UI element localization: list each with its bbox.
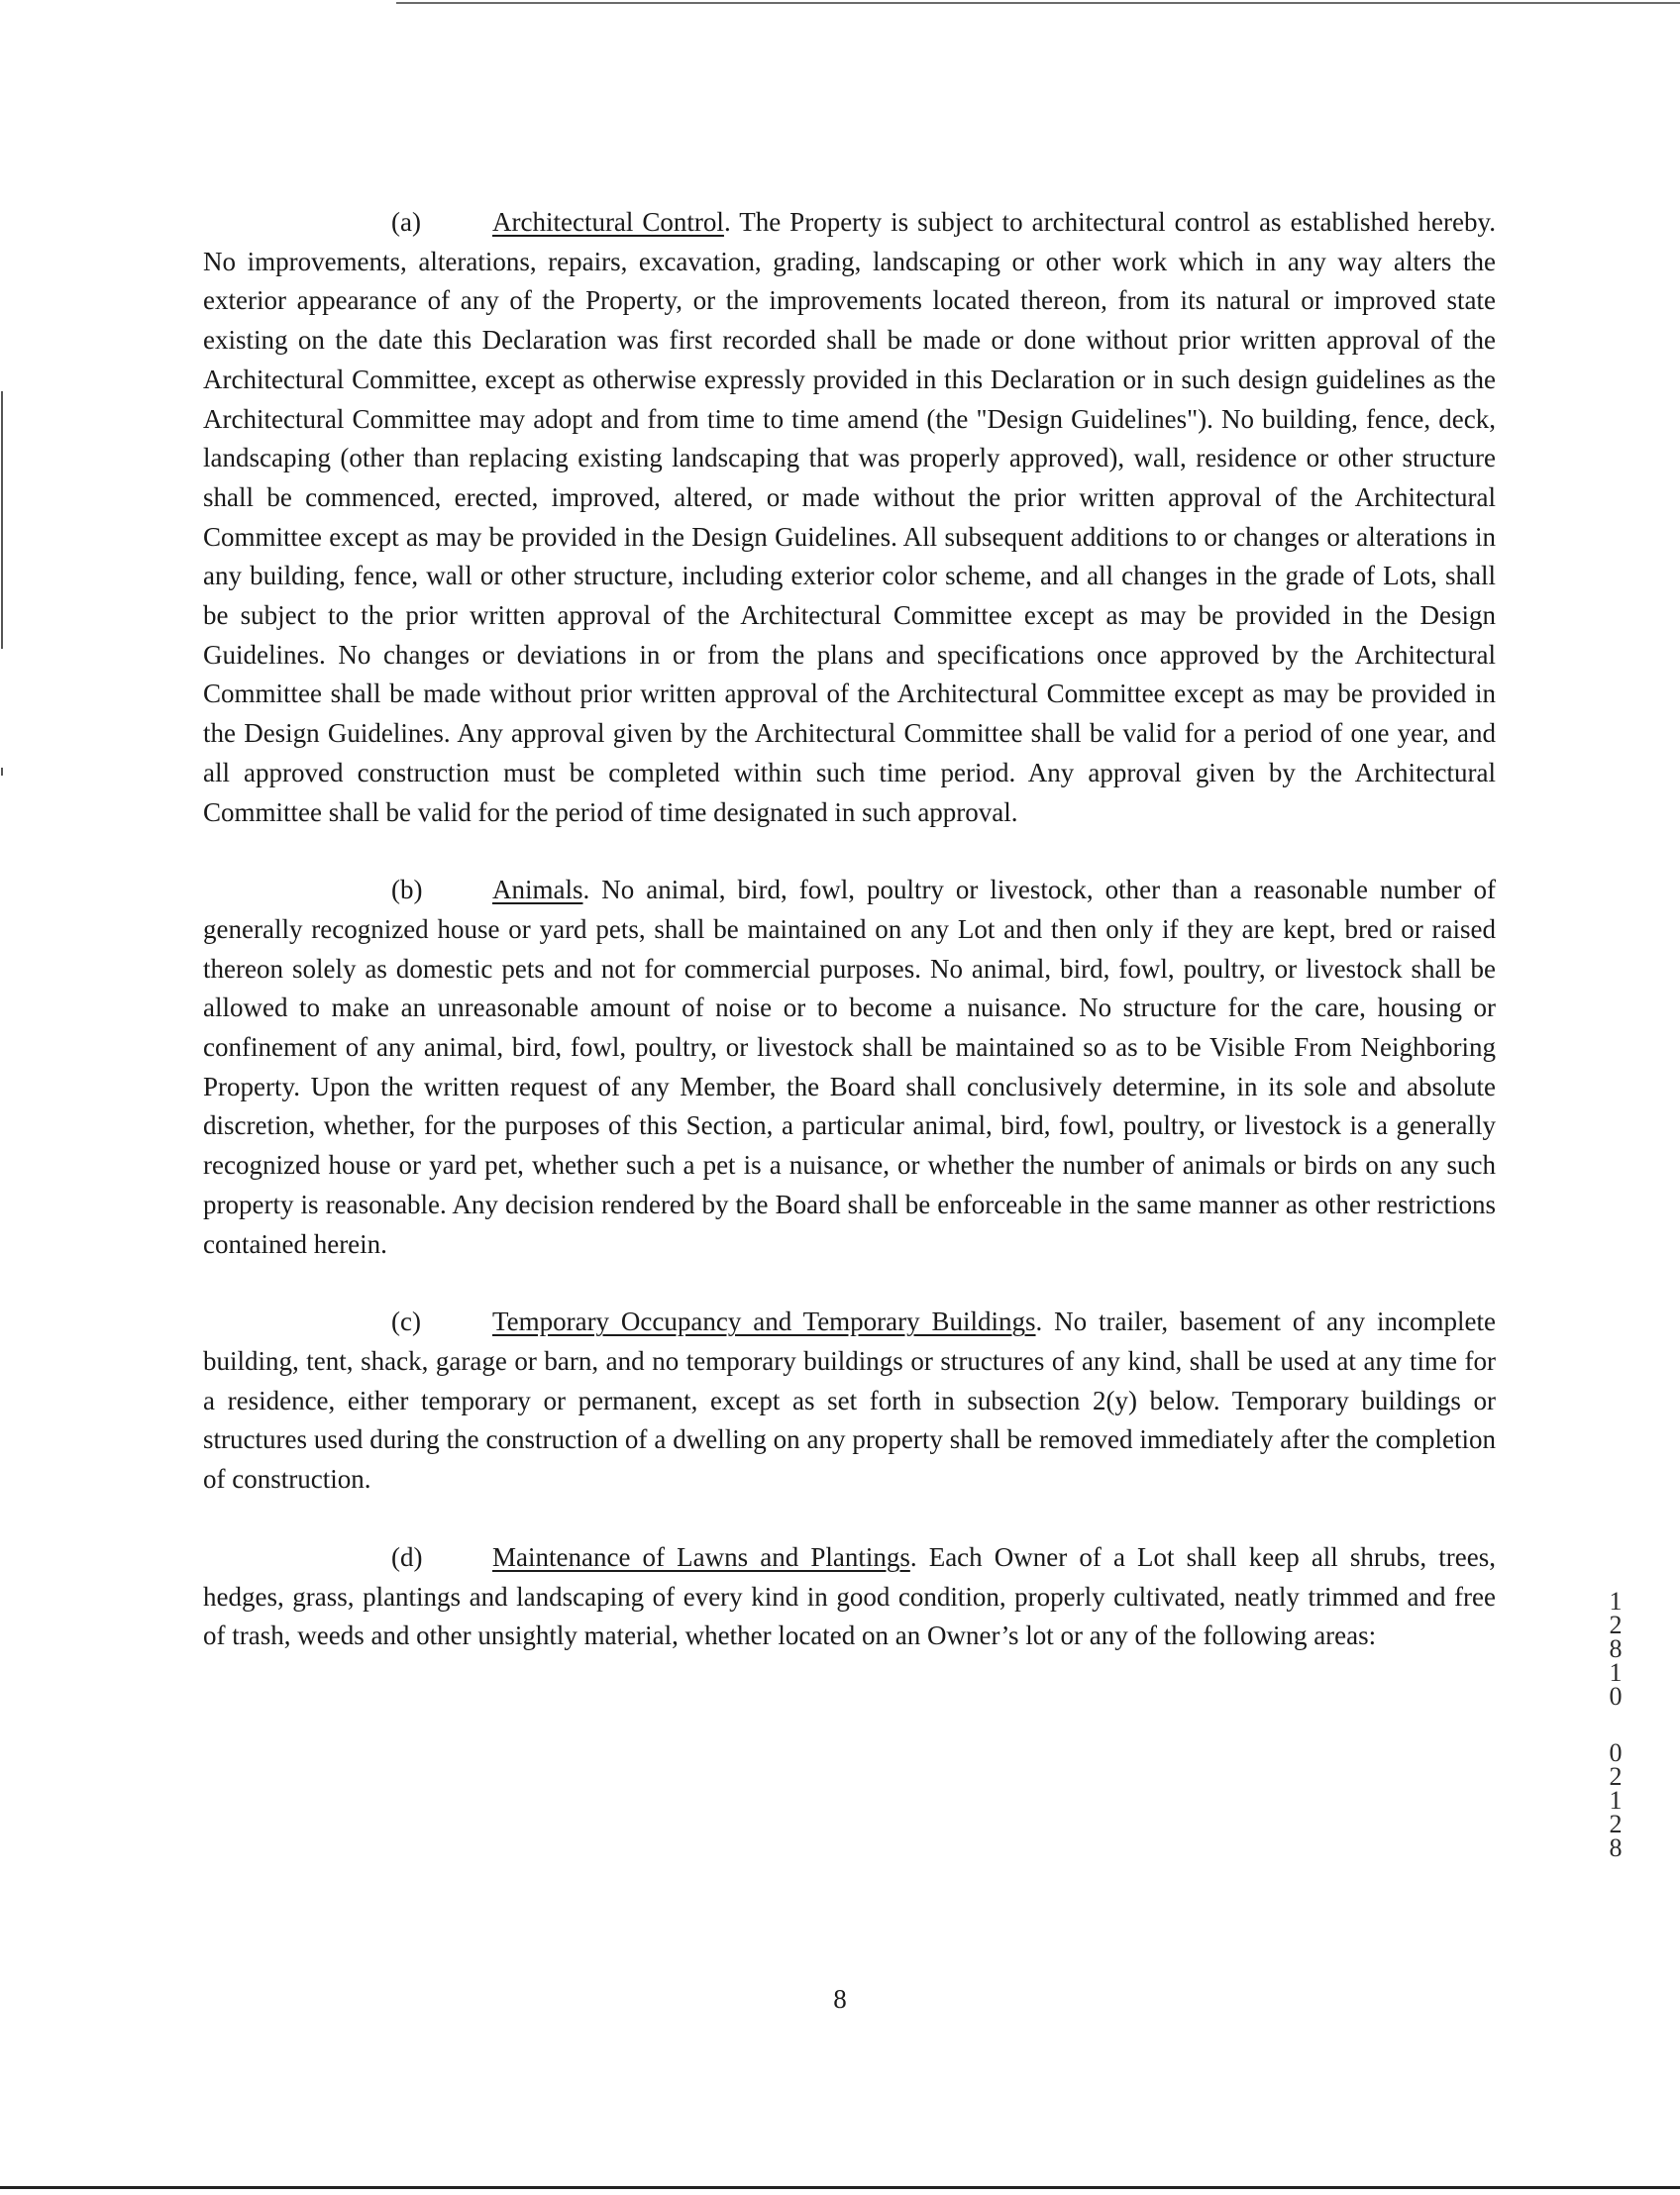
paragraph-body: . No trailer, basement of any incomplete building, tent, shack, garage or barn, and no temporary buildings or structures of any kind, shall be used at any time for a residence, either temporary or permanent, except as set forth in subsection 2(y) below. Temporary buildings or structures used during the construction of a dwelling on any property shall be removed immediately after the completion of construction. [203, 1307, 1496, 1495]
stamp-digit: 2 [1609, 1611, 1623, 1639]
stamp-digit: 1 [1609, 1587, 1623, 1616]
stamp-digit: 8 [1609, 1634, 1623, 1663]
paragraph-number: (b) [391, 875, 423, 905]
stamp-digit: 1 [1609, 1658, 1623, 1687]
paragraph-a [203, 203, 1496, 832]
left-scan-edge-lower [1, 768, 3, 776]
stamp-digit: 0 [1609, 1738, 1623, 1767]
paragraph-number: (a) [391, 207, 421, 237]
paragraph-heading: Animals [492, 875, 583, 905]
paragraph-number: (c) [391, 1307, 421, 1337]
left-scan-edge [1, 391, 3, 649]
stamp-gap [1601, 1709, 1630, 1741]
page-number: 8 [833, 1984, 847, 2014]
bottom-scan-rule [0, 2186, 1680, 2189]
paragraph-d [203, 1538, 1496, 1656]
paragraph-body: . The Property is subject to architectural control as established hereby. No improvements, alterations, repairs, excavation, grading, landscaping or other work which in any way alters the exterior appearance of any of the Property, or the improvements located thereon, from its natural or improved state existing on the date this Declaration was first recorded shall be made or done without prior written approval of the Architectural Committee, except as otherwise expressly provided in this Declaration or in such design guidelines as the Architectural Committee may adopt and from time to time amend (the "Design Guidelines"). No building, fence, deck, landscaping (other than replacing existing landscaping that was properly approved), wall, residence or other structure shall be commenced, erected, improved, altered, or made without the prior written approval of the Architectural Committee except as may be provided in the Design Guidelines. All subsequent additions to or changes or alterations in any building, fence, wall or other structure, including exterior color scheme, and all changes in the grade of Lots, shall be subject to the prior written approval of the Architectural Committee except as may be provided in the Design Guidelines. No changes or deviations in or from the plans and specifications once approved by the Architectural Committee shall be made without prior written approval of the Architectural Committee except as may be provided in the Design Guidelines. Any approval given by the Architectural Committee shall be valid for a period of one year, and all approved construction must be completed within such time period. Any approval given by the Architectural Committee shall be valid for the period of time designated in such approval. [203, 207, 1496, 827]
paragraph-b [203, 871, 1496, 1264]
paragraph-heading: Temporary Occupancy and Temporary Buildings [492, 1307, 1036, 1337]
stamp-digit: 8 [1609, 1833, 1623, 1862]
paragraph-heading: Maintenance of Lawns and Plantings [492, 1541, 910, 1572]
paragraph-heading: Architectural Control [492, 207, 724, 237]
paragraph-c [203, 1303, 1496, 1500]
side-recording-stamp [1601, 1587, 1630, 1862]
paragraph-body: . No animal, bird, fowl, poultry or livestock, other than a reasonable number of generally recognized house or yard pets, shall be maintained on any Lot and then only if they are kept, bred or raised thereon solely as domestic pets and not for commercial purposes. No animal, bird, fowl, poultry, or livestock shall be allowed to make an unreasonable amount of noise or to become a nuisance. No structure for the care, housing or confinement of any animal, bird, fowl, poultry, or livestock shall be maintained so as to be Visible From Neighboring Property. Upon the written request of any Member, the Board shall conclusively determine, in its sole and absolute discretion, whether, for the purposes of this Section, a particular animal, bird, fowl, poultry, or livestock is a generally recognized house or yard pet, whether such a pet is a nuisance, or whether the number of animals or birds on any such property is reasonable. Any decision rendered by the Board shall be enforceable in the same manner as other restrictions contained herein. [203, 875, 1496, 1259]
top-scan-rule [396, 2, 1680, 4]
stamp-digit: 0 [1609, 1682, 1623, 1711]
stamp-digit: 2 [1609, 1810, 1623, 1838]
paragraph-body: . Each Owner of a Lot shall keep all shrubs, trees, hedges, grass, plantings and landscaping of every kind in good condition, properly cultivated, neatly trimmed and free of trash, weeds and other unsightly material, whether located on an Owner’s lot or any of the following areas: [203, 1541, 1497, 1651]
document-body [203, 203, 1496, 1695]
paragraph-number: (d) [391, 1541, 423, 1572]
stamp-digit: 2 [1609, 1762, 1623, 1791]
stamp-digit: 1 [1609, 1786, 1623, 1815]
